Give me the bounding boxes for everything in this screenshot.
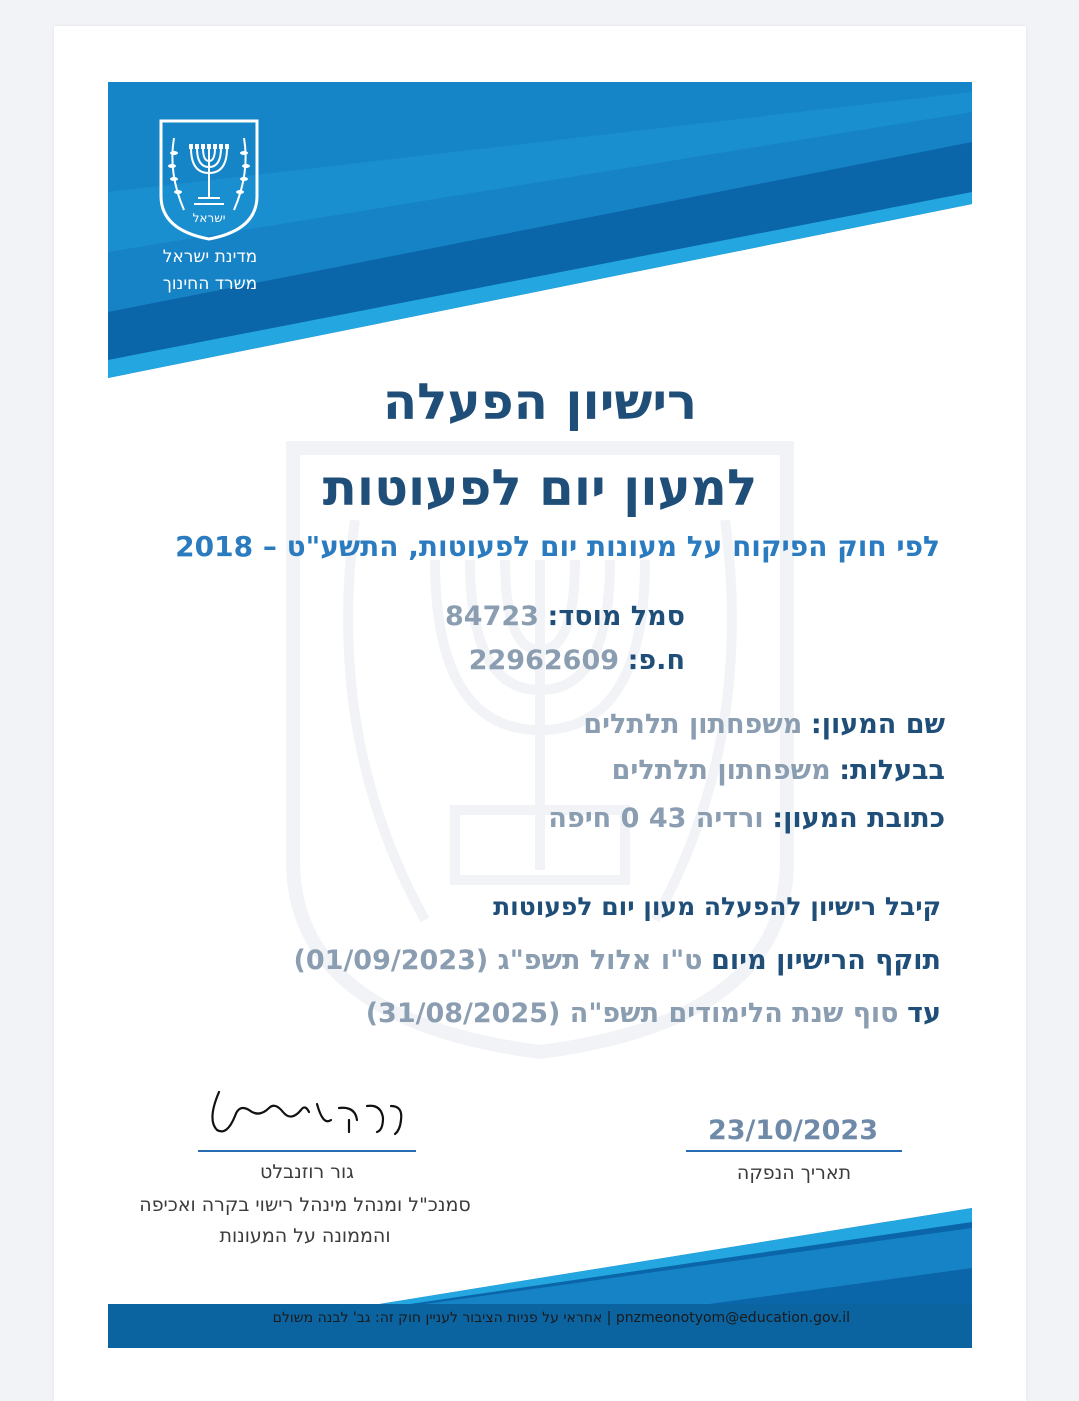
validity-label: תוקף הרישיון מיום <box>711 945 941 976</box>
address-row <box>548 800 945 838</box>
daycare-name-row <box>583 706 945 744</box>
signer-title-line-1: סמנכ"ל ומנהל מינהל רישוי בקרה ואכיפה <box>139 1194 471 1216</box>
footer-contact: אחראי על פניות הציבור לעניין חוק זה: גב' לבנה משולם | pnzmeonotyom@education.gov.il <box>272 1310 850 1326</box>
state-emblem-icon <box>158 118 260 242</box>
validity-from-value: ט"ו אלול תשפ"ג (01/09/2023) <box>293 945 703 976</box>
license-received-text: קיבל רישיון להפעלה מעון יום לפעוטות <box>493 892 941 921</box>
company-id-label: ח.פ: <box>627 645 685 676</box>
address-value: ורדיה 43 0 חיפה <box>548 803 764 834</box>
company-id-value: 22962609 <box>468 645 620 676</box>
owner-value: משפחתון תלתלים <box>611 755 831 786</box>
issue-date-line <box>686 1150 902 1152</box>
symbol-label: סמל מוסד: <box>547 601 685 632</box>
company-id-row <box>469 642 685 680</box>
owner-label: בבעלות: <box>839 755 945 786</box>
handwritten-signature <box>205 1080 415 1150</box>
until-value: סוף שנת הלימודים תשפ"ה (31/08/2025) <box>365 998 899 1029</box>
symbol-value: 84723 <box>445 601 539 632</box>
signer-name: גור רוזנבלט <box>260 1161 354 1183</box>
ministry-name-line: משרד החינוך <box>162 274 258 294</box>
daycare-name-label: שם המעון: <box>810 709 945 740</box>
daycare-name-value: משפחתון תלתלים <box>583 709 803 740</box>
issue-date: 23/10/2023 <box>707 1115 878 1146</box>
title-line-2: למעון יום לפעוטות <box>322 459 758 517</box>
law-subtitle: לפי חוק הפיקוח על מעונות יום לפעוטות, התשע"ט – 2018 <box>175 530 940 563</box>
ministry-name <box>120 244 300 298</box>
issue-date-label: תאריך הנפקה <box>736 1162 852 1184</box>
address-label: כתובת המעון: <box>772 803 945 834</box>
signature-line <box>198 1150 416 1152</box>
state-name: מדינת ישראל <box>162 247 258 267</box>
license-received-row <box>493 888 941 926</box>
validity-row <box>294 942 941 980</box>
emblem-text: ישראל <box>192 211 226 225</box>
owner-row <box>612 752 945 790</box>
institution-symbol-row <box>445 598 685 636</box>
title-line-1: רישיון הפעלה <box>382 373 698 431</box>
signer-title-line-2: והממונה על המעונות <box>219 1225 391 1247</box>
until-label: עד <box>907 998 941 1029</box>
until-row <box>366 995 941 1033</box>
